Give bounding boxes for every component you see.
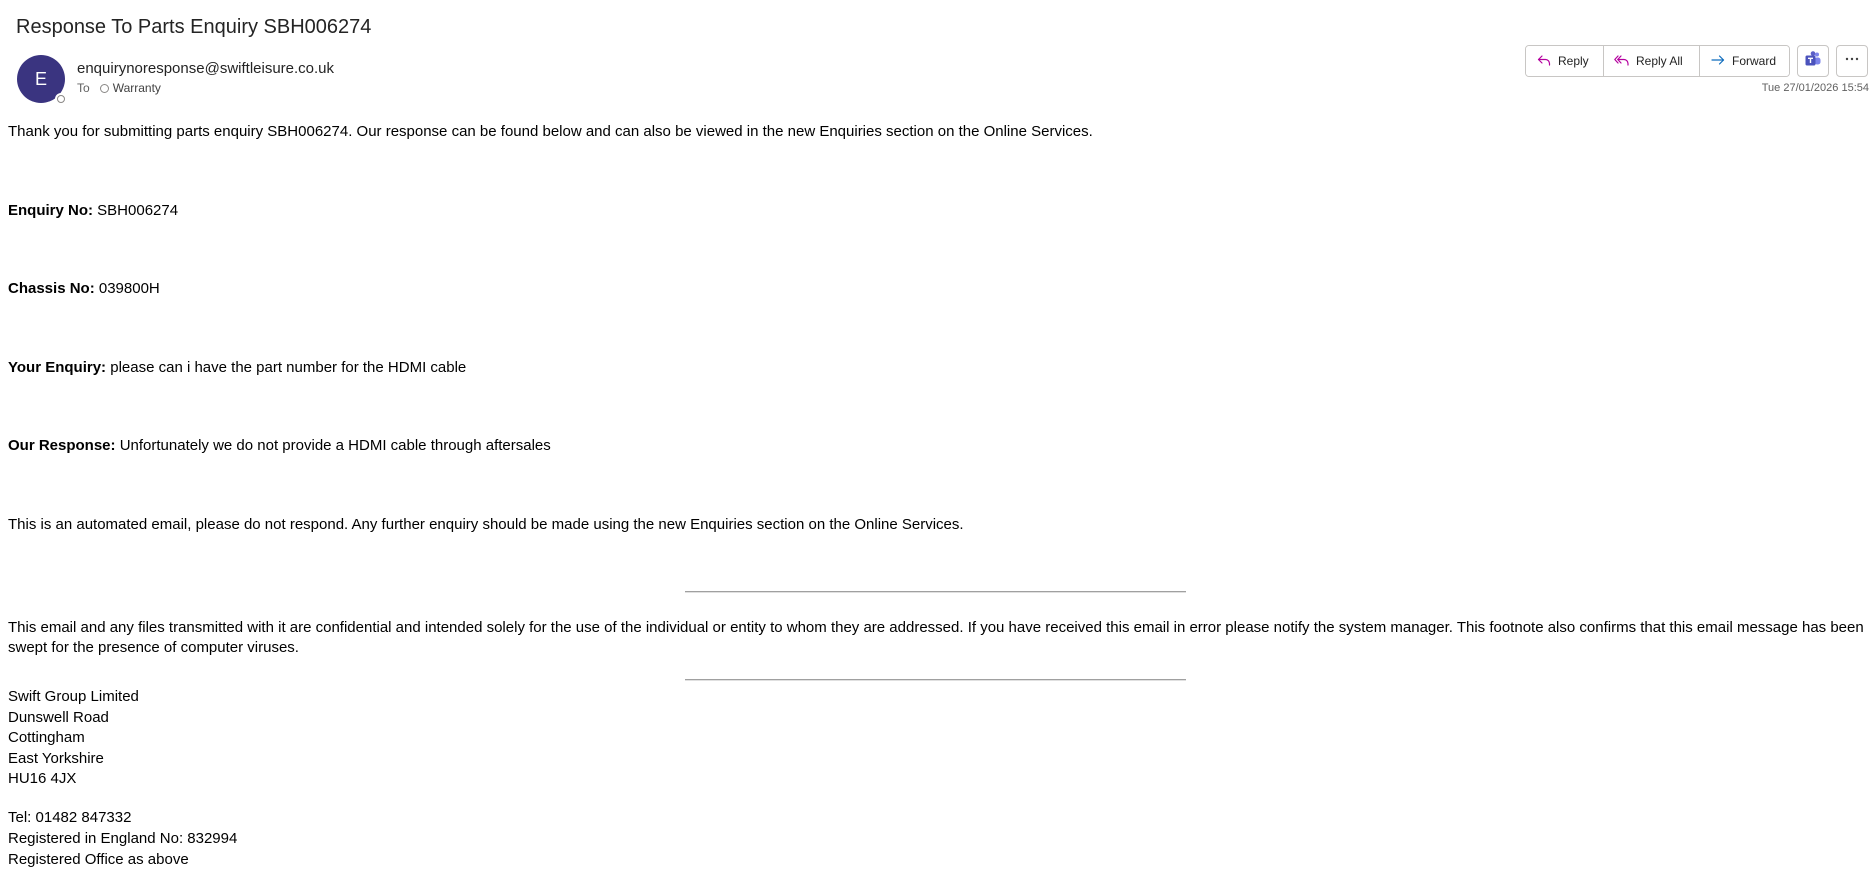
- reply-icon: [1536, 52, 1552, 71]
- reply-all-button[interactable]: [1604, 46, 1700, 76]
- signature-registered: Registered in England No: 832994: [8, 830, 238, 847]
- address-line: Dunswell Road: [8, 708, 109, 726]
- reply-label: Reply: [1558, 54, 1589, 68]
- message-timestamp: Tue 27/01/2026 15:54: [1761, 82, 1869, 94]
- forward-icon: [1710, 52, 1726, 71]
- address-line: HU16 4JX: [8, 770, 77, 787]
- to-label: To: [77, 81, 90, 95]
- teams-button[interactable]: [1797, 45, 1829, 77]
- automated-note: This is an automated email, please do not respond. Any further enquiry should be made using the new Enquiries section on the Online Services.: [8, 516, 964, 533]
- intro-text: Thank you for submitting parts enquiry SBH006274. Our response can be found below and can also be viewed in the new Enquiries section on the Online Services.: [8, 123, 1093, 140]
- avatar[interactable]: [17, 55, 65, 103]
- reply-all-icon: [1614, 52, 1630, 71]
- recipient-status-icon: [100, 84, 109, 93]
- your-enquiry-line: [8, 358, 466, 378]
- address-line: Swift Group Limited: [8, 688, 139, 705]
- enquiry-no-line: [8, 201, 178, 221]
- address-line: East Yorkshire: [8, 749, 104, 767]
- address-line: Cottingham: [8, 729, 85, 746]
- our-response-label: Our Response:: [8, 437, 116, 454]
- more-actions-button[interactable]: [1836, 45, 1868, 77]
- to-line: [77, 81, 161, 95]
- avatar-initial: E: [34, 68, 47, 89]
- your-enquiry-label: Your Enquiry:: [8, 359, 107, 376]
- chassis-no-value: 039800H: [98, 280, 160, 297]
- email-subject: Response To Parts Enquiry SBH006274: [16, 16, 372, 38]
- chassis-no-label: Chassis No:: [8, 280, 95, 297]
- signature-tel: Tel: 01482 847332: [8, 809, 132, 826]
- divider-top: [685, 591, 1186, 593]
- recipient-name[interactable]: Warranty: [112, 81, 161, 95]
- our-response-line: [8, 436, 551, 456]
- enquiry-no-value: SBH006274: [97, 202, 179, 219]
- more-icon: [1844, 51, 1860, 72]
- footnote-text: This email and any files transmitted with it are confidential and intended solely for the use of the individual or entity to whom they are addressed. If you have received this email in error please notify the system manager. This footnote also confirms that this email message has been swept for the presence of computer viruses.: [8, 619, 1864, 656]
- enquiry-no-label: Enquiry No:: [8, 202, 93, 219]
- sender-address[interactable]: enquirynoresponse@swiftleisure.co.uk: [77, 60, 335, 77]
- signature-office: Registered Office as above: [8, 851, 189, 868]
- forward-label: Forward: [1732, 54, 1777, 68]
- presence-status-icon: [55, 93, 67, 105]
- your-enquiry-value: please can i have the part number for the HDMI cable: [110, 359, 467, 376]
- reply-button[interactable]: [1526, 46, 1604, 76]
- response-button-group: [1525, 45, 1790, 77]
- message-actions: [1525, 45, 1868, 77]
- our-response-value: Unfortunately we do not provide a HDMI cable through aftersales: [119, 437, 551, 454]
- chassis-no-line: [8, 279, 160, 299]
- teams-icon: [1804, 50, 1822, 73]
- reply-all-label: Reply All: [1636, 54, 1683, 68]
- forward-button[interactable]: [1700, 46, 1789, 76]
- divider-bottom: [685, 679, 1186, 681]
